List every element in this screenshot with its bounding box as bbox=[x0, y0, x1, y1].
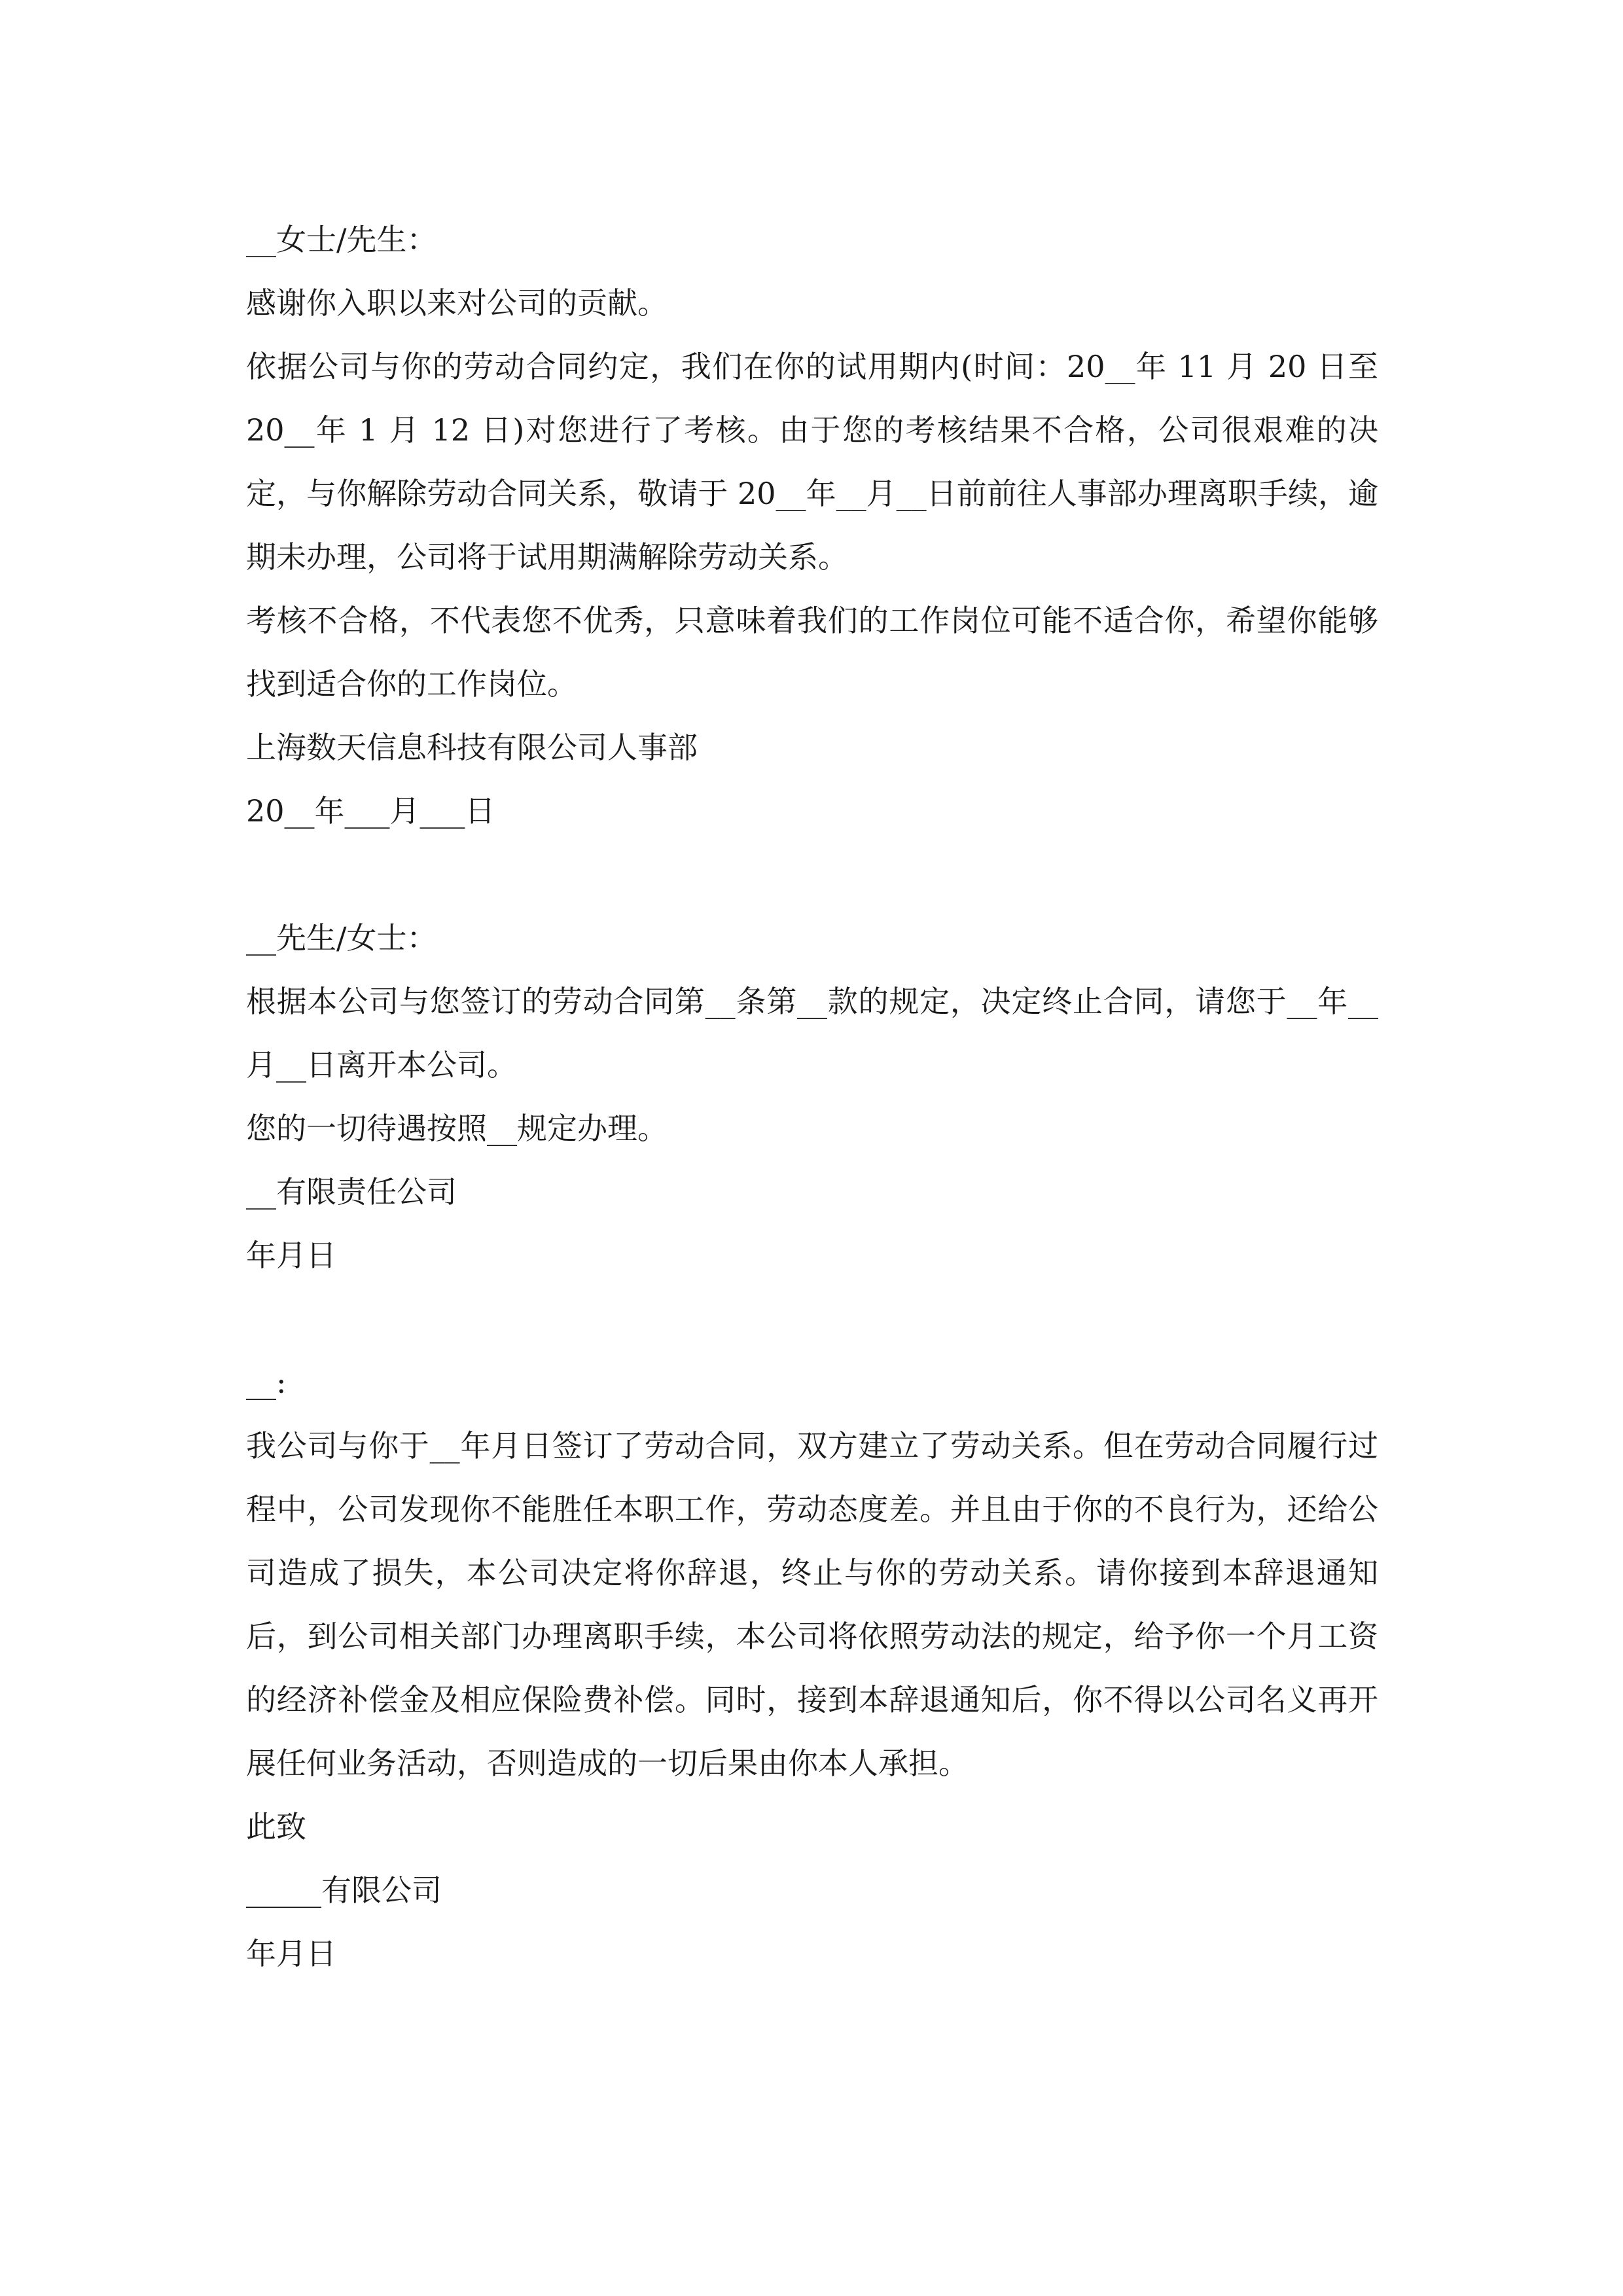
notice-letter-3 bbox=[246, 1351, 1378, 1986]
notice-letter-1 bbox=[246, 208, 1378, 843]
salutation: __: bbox=[246, 1365, 287, 1400]
document-content bbox=[246, 208, 1378, 1986]
salutation: __先生/女士： bbox=[246, 920, 437, 956]
paragraph: 您的一切待遇按照__规定办理。 bbox=[246, 1111, 668, 1146]
closing: 此致 bbox=[246, 1809, 306, 1844]
paragraph: 根据本公司与您签订的劳动合同第__条第__款的规定，决定终止合同，请您于__年__月__日离开本公司。 bbox=[246, 984, 1378, 1083]
paragraph: 依据公司与你的劳动合同约定，我们在你的试用期内(时间：20__年 11 月 20 日至 20__年 1 月 12 日)对您进行了考核。由于您的考核结果不合格，公司很艰难的决定，与你解除劳动合同关系，敬请于 20__年__月__日前前往人事部办理离职手续，逾期未办理，公司将于试用期满解除劳动关系。 bbox=[246, 349, 1378, 575]
signature: _____有限公司 bbox=[246, 1873, 442, 1908]
date-line: 20__年___月___日 bbox=[246, 793, 495, 829]
paragraph: 考核不合格，不代表您不优秀，只意味着我们的工作岗位可能不适合你，希望你能够找到适合你的工作岗位。 bbox=[246, 603, 1378, 702]
date-line: 年月日 bbox=[246, 1238, 336, 1273]
paragraph: 我公司与你于__年月日签订了劳动合同，双方建立了劳动关系。但在劳动合同履行过程中，公司发现你不能胜任本职工作，劳动态度差。并且由于你的不良行为，还给公司造成了损失，本公司决定将你辞退，终止与你的劳动关系。请你接到本辞退通知后，到公司相关部门办理离职手续，本公司将依照劳动法的规定，给予你一个月工资的经济补偿金及相应保险费补偿。同时，接到本辞退通知后，你不得以公司名义再开展任何业务活动，否则造成的一切后果由你本人承担。 bbox=[246, 1428, 1378, 1781]
date-line: 年月日 bbox=[246, 1936, 336, 1971]
notice-letter-2 bbox=[246, 906, 1378, 1287]
paragraph: 感谢你入职以来对公司的贡献。 bbox=[246, 285, 668, 321]
signature: __有限责任公司 bbox=[246, 1174, 457, 1210]
salutation: __女士/先生： bbox=[246, 222, 437, 257]
signature: 上海数天信息科技有限公司人事部 bbox=[246, 730, 698, 765]
